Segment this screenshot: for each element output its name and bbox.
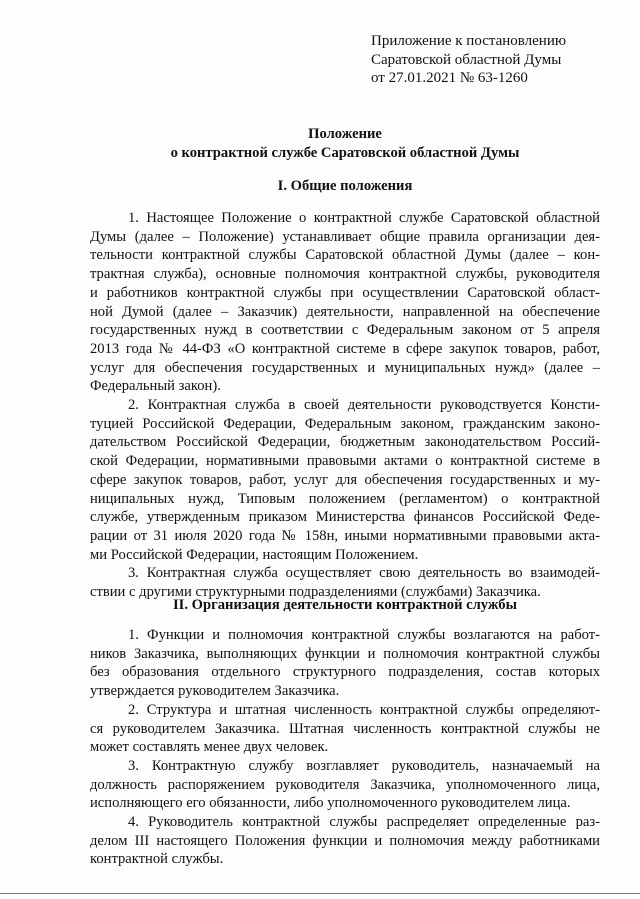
title-line: о контрактной службе Саратовской областной Думы (170, 145, 520, 161)
paragraph-line: ной Думой (далее – Заказчик) деятельности, направленной на обеспечение (90, 303, 600, 320)
paragraph-line: ся руководителем Заказчика. Штатная численность контрактной службы не (90, 720, 600, 737)
paragraph-line: дательством Российской Федерации, бюджетным законодательством Россий- (90, 434, 600, 451)
document-title (80, 125, 610, 163)
paragraph-line: услуг для обеспечения государственных и муниципальных нужд» (далее – (90, 359, 600, 376)
appendix-note (371, 32, 621, 88)
paragraph-line: исполняющего его обязанности, либо уполномоченного руководителем лица. (90, 795, 571, 812)
paragraph-line: контрактной службы. (90, 851, 224, 868)
paragraph (90, 813, 600, 869)
appendix-line: от 27.01.2021 № 63-1260 (371, 70, 528, 86)
paragraph-line: Думы (далее – Положение) устанавливает общие правила организации дея- (90, 228, 600, 245)
appendix-line: Саратовской областной Думы (371, 51, 562, 68)
paragraph-line: трактная служба), основные полномочия контрактной службы, руководителя (90, 266, 600, 283)
page-bottom-rule (0, 893, 640, 894)
paragraph-line: 1. Функции и полномочия контрактной службы возлагаются на работ- (128, 627, 600, 643)
paragraph-line: 4. Руководитель контрактной службы распределяет определенные раз- (128, 814, 600, 831)
paragraph-line: может составлять менее двух человек. (90, 739, 329, 756)
paragraph-line: ниципальных нужд, Типовым положением (регламентом) о контрактной (90, 490, 600, 507)
paragraph-line: сфере закупок товаров, работ, услуг для обеспечения государственных и му- (90, 471, 600, 488)
paragraph-line: ствии с другими структурными подразделениями (службами) Заказчика. (90, 584, 541, 601)
paragraph-line: службе, утвержденным приказом Министерства финансов Российской Феде- (90, 509, 600, 526)
paragraph-line: ми Российской Федерации, настоящим Положением. (90, 546, 419, 563)
paragraph-line: ской Федерации, нормативными правовыми актами о контрактной системе в (90, 453, 600, 470)
paragraph-line: 3. Контрактная служба осуществляет свою деятельность во взаимодей- (128, 565, 600, 582)
paragraph (90, 757, 600, 813)
paragraph-line: 3. Контрактную службу возглавляет руководитель, назначаемый на (128, 757, 600, 774)
paragraph-line: должность распоряжением руководителя Заказчика, уполномоченного лица, (90, 776, 600, 793)
paragraph-line: туцией Российской Федерации, Федеральным законом, гражданским законо- (90, 415, 600, 432)
paragraph-line: государственных нужд в соответствии с Федеральным законом от 5 апреля (90, 322, 600, 339)
paragraph-line: 2. Контрактная служба в своей деятельности руководствуется Консти- (128, 397, 600, 414)
paragraph (90, 396, 600, 564)
paragraph (90, 701, 600, 757)
paragraph-line: 2. Структура и штатная численность контрактной службы определяют- (128, 701, 600, 718)
section-1-body (90, 209, 600, 602)
paragraph-line: без образования отдельного структурного подразделения, состав которых (90, 664, 600, 681)
title-line: Положение (308, 126, 382, 142)
paragraph (90, 626, 600, 701)
section-1-heading: I. Общие положения (277, 178, 413, 194)
paragraph-line: 2013 года № 44-ФЗ «О контрактной системе в сфере закупок товаров, работ, (90, 340, 600, 357)
paragraph-line: рации от 31 июля 2020 года № 158н, иными нормативными правовыми акта- (90, 527, 600, 544)
appendix-line: Приложение к постановлению (371, 33, 567, 49)
paragraph (90, 209, 600, 396)
paragraph-line: 1. Настоящее Положение о контрактной службе Саратовской областной (128, 210, 600, 226)
paragraph-line: ников Заказчика, выполняющих функции и полномочия контрактной службы (90, 645, 600, 662)
section-2-heading: II. Организация деятельности контрактной службы (173, 597, 517, 613)
paragraph-line: Федеральный закон). (90, 378, 221, 395)
section-2-body (90, 626, 600, 869)
paragraph-line: утверждается руководителем Заказчика. (90, 683, 340, 700)
paragraph-line: тельности контрактной службы Саратовской областной Думы (далее – кон- (90, 247, 600, 264)
paragraph-line: делом III настоящего Положения функции и полномочия между работниками (90, 832, 600, 849)
paragraph-line: и работников контрактной службы при осуществлении Саратовской област- (90, 284, 600, 301)
